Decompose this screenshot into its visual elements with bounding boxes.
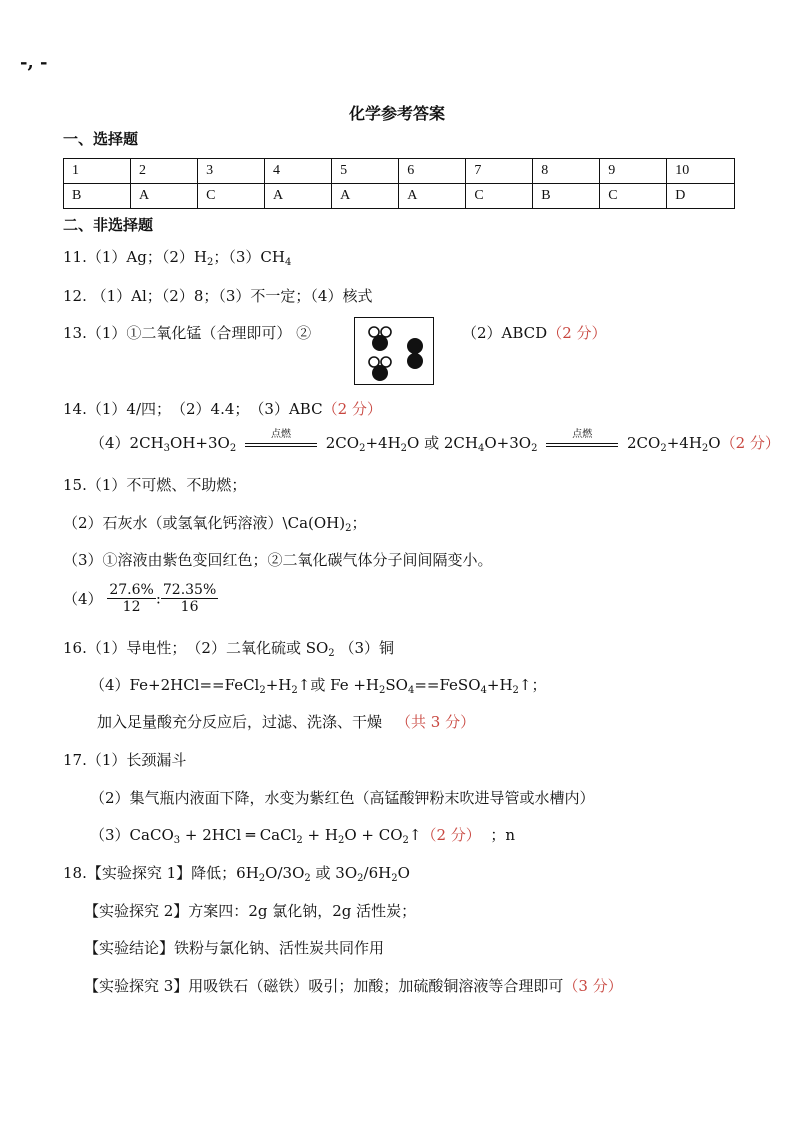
table-cell: 4: [265, 159, 332, 184]
q18-line3: 【实验结论】铁粉与氯化钠、活性炭共同作用: [84, 939, 385, 957]
table-cell: C: [600, 184, 667, 209]
q16-line3: 加入足量酸充分反应后，过滤、洗涤、干燥 （共 3 分）: [97, 713, 476, 731]
score-label: （2 分）: [720, 434, 780, 452]
section-choice-heading: 一、选择题: [63, 130, 139, 148]
q15-line1: 15.（1）不可燃、不助燃；: [63, 476, 247, 494]
table-cell: 5: [332, 159, 399, 184]
q17-line1: 17.（1）长颈漏斗: [63, 751, 187, 769]
fraction-1: $\frac{27.6\%}{12}$: [109, 582, 154, 615]
q17-line3: （3）CaCO$_3$ + 2HCl ═ CaCl$_2$ + $H_2O$ + $CO_2↑(2$ 分） ；n: [90, 826, 515, 846]
q13-answer: 13.（1）①二氧化锰（合理即可） ②: [63, 324, 312, 342]
table-cell: C: [466, 184, 533, 209]
q15-line4: （4） $\frac{27.6\%}{12}$ : $\frac{72.35\%}{16}$: [63, 582, 217, 615]
table-cell: A: [265, 184, 332, 209]
reaction-condition-arrow: 点燃: [544, 431, 620, 457]
table-cell: A: [130, 184, 197, 209]
reaction-condition-arrow: 点燃: [243, 431, 319, 457]
q15-line3: （3）①溶液由紫色变回红色；②二氧化碳气体分子间间隔变小。: [63, 551, 493, 569]
q17-line2: （2）集气瓶内液面下降，水变为紫红色（高锰酸钾粉末吹进导管或水槽内）: [90, 789, 595, 807]
table-cell: C: [198, 184, 265, 209]
score-label: （2 分）: [547, 324, 607, 342]
table-cell: B: [64, 184, 131, 209]
table-cell: 7: [466, 159, 533, 184]
table-cell: A: [332, 184, 399, 209]
table-cell: 2: [130, 159, 197, 184]
molecule-diagram: [354, 317, 434, 385]
q14-line1: 14.（1）4/四； （2）4.4； （3）ABC（2 分）: [63, 400, 382, 418]
score-label: （2 分）: [322, 400, 382, 418]
q13-part2: （2）ABCD（2 分）: [462, 324, 607, 342]
page-title: 化学参考答案: [348, 104, 445, 123]
table-cell: A: [399, 184, 466, 209]
table-cell: 3: [198, 159, 265, 184]
corner-mark: -, -: [20, 52, 48, 73]
q15-line2: （2）石灰水（或氢氧化钙溶液）$\backslash Ca(OH)_2$；: [63, 514, 367, 534]
molecule-icon: [355, 318, 435, 386]
table-cell: D: [667, 184, 735, 209]
table-cell: 1: [64, 159, 131, 184]
answer-table-answer-row: [64, 184, 735, 209]
q11-answer: 11.（1）Ag；$(2)H_2$；$(3)CH_4$: [63, 248, 292, 268]
q18-line2: 【实验探究 2】方案四：2g 氯化钠，2g 活性炭；: [84, 902, 417, 920]
q18-line4: 【实验探究 3】用吸铁石（磁铁）吸引；加酸；加硫酸铜溶液等合理即可（3 分）: [84, 977, 623, 995]
table-cell: 6: [399, 159, 466, 184]
answer-table-number-row: [64, 159, 735, 184]
section-nonchoice-heading: 二、非选择题: [63, 216, 154, 234]
q16-line1: 16.（1）导电性； （2）二氧化硫或 $SO_2$ （3）铜: [63, 639, 394, 659]
score-label: （2 分）: [421, 826, 481, 844]
table-cell: 10: [667, 159, 735, 184]
fraction-2: $\frac{72.35\%}{16}$: [162, 582, 217, 615]
q16-line2: $(4)Fe+2HCl==FeCl_2+H_2↑$或 $Fe +H_2SO_4==FeSO_4+H_2↑$；: [90, 676, 547, 696]
table-cell: 9: [600, 159, 667, 184]
table-cell: B: [533, 184, 600, 209]
score-label: （3 分）: [563, 977, 623, 995]
score-label: （共 3 分）: [396, 713, 476, 731]
answer-table: [63, 158, 735, 209]
q18-line1: 18.【实验探究 1】降低；$6H_2O/3O_2$ 或 $3O_2/6H_2O$: [63, 864, 410, 884]
table-cell: 8: [533, 159, 600, 184]
q14-line2: $(4)2CH_3OH+3O_2$ 点燃 $2CO_2+4H_2O$ 或 $2CH_4O+3O_2$ 点燃 $2CO_2+4H_2O(2$ 分）: [90, 431, 780, 457]
q12-answer: 12. （1）Al；（2）8；（3）不一定；（4）核式: [63, 287, 373, 305]
